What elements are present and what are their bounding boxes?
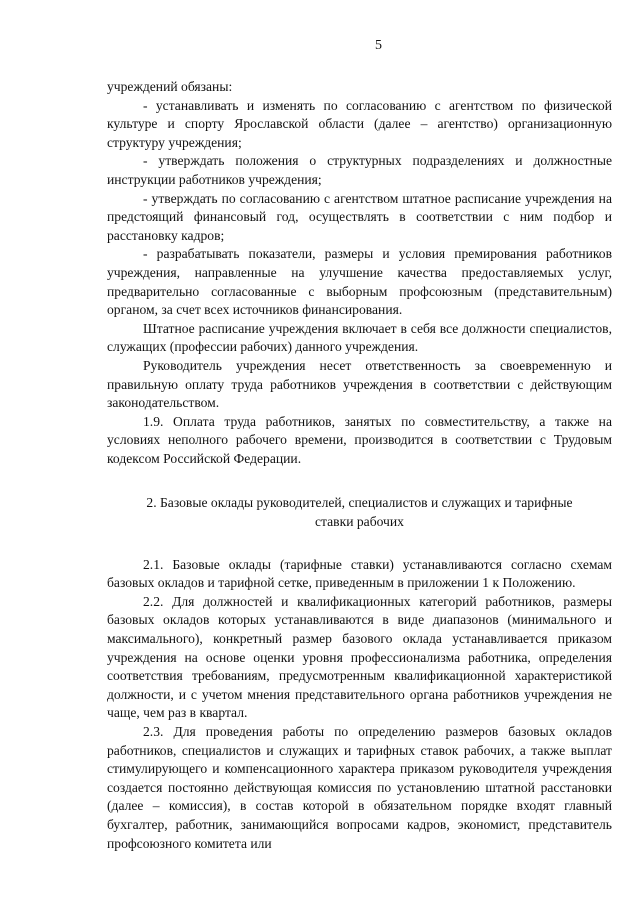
list-item: - утверждать положения о структурных подразделениях и должностные инструкции работников учреждения; (107, 153, 612, 187)
section-2-body (107, 556, 612, 854)
paragraph: 2.2. Для должностей и квалификационных категорий работников, размеры базовых окладов которых устанавливаются в виде диапазонов (минимального и максимального), конкретный размер базового оклада устанавливается приказом учреждения на основе оценки уровня профессионализма работника, определения соответствия требованиям, предусмотренным квалификационной характеристикой должности, и с учетом мнения представительного органа работников учреждения не чаще, чем раз в квартал. (107, 593, 612, 721)
paragraph: Штатное расписание учреждения включает в себя все должности специалистов, служащих (профессии рабочих) данного учреждения. (107, 320, 612, 355)
list-item: - разрабатывать показатели, размеры и условия премирования работников учреждения, направленные на улучшение качества предоставляемых услуг, предварительно согласованные с выборным профсоюзным (представительным) органом, за счет всех источников финансирования. (107, 246, 612, 318)
section-heading-line: ставки рабочих (315, 514, 404, 530)
paragraph: Руководитель учреждения несет ответственность за своевременную и правильную оплату труда работников учреждения в соответствии с действующим законодательством. (107, 357, 612, 411)
paragraph: учреждений обязаны: (107, 79, 233, 94)
paragraph: 2.3. Для проведения работы по определению размеров базовых окладов работников, специалистов и служащих и тарифных ставок рабочих, а также выплат стимулирующего и компенсационного характера приказом руководителя учреждения создается постоянно действующая комиссия по установлению штатной расстановки (далее – комиссия), в состав которой в обязательном порядке входят главный бухгалтер, работник, занимающийся вопросами кадров, экономист, представитель профсоюзного комитета или (107, 724, 612, 851)
list-item: - устанавливать и изменять по согласованию с агентством по физической культуре и спорту Ярославской области (далее – агентство) организационную структуру учреждения; (107, 97, 612, 150)
section-heading (107, 494, 612, 531)
section-1-continuation (107, 78, 612, 468)
paragraph: 2.1. Базовые оклады (тарифные ставки) устанавливаются согласно схемам базовых окладов и тарифной сетке, приведенным в приложении 1 к Положению. (107, 556, 612, 591)
section-heading-line: 2. Базовые оклады руководителей, специалистов и служащих и тарифные (146, 495, 573, 511)
page-number: 5 (375, 38, 382, 53)
list-item: - утверждать по согласованию с агентством штатное расписание учреждения на предстоящий финансовый год, осуществлять в соответствии с ним подбор и расстановку кадров; (107, 190, 612, 243)
paragraph: 1.9. Оплата труда работников, занятых по совместительству, а также на условиях неполного рабочего времени, производится в соответствии с Трудовым кодексом Российской Федерации. (107, 413, 612, 466)
